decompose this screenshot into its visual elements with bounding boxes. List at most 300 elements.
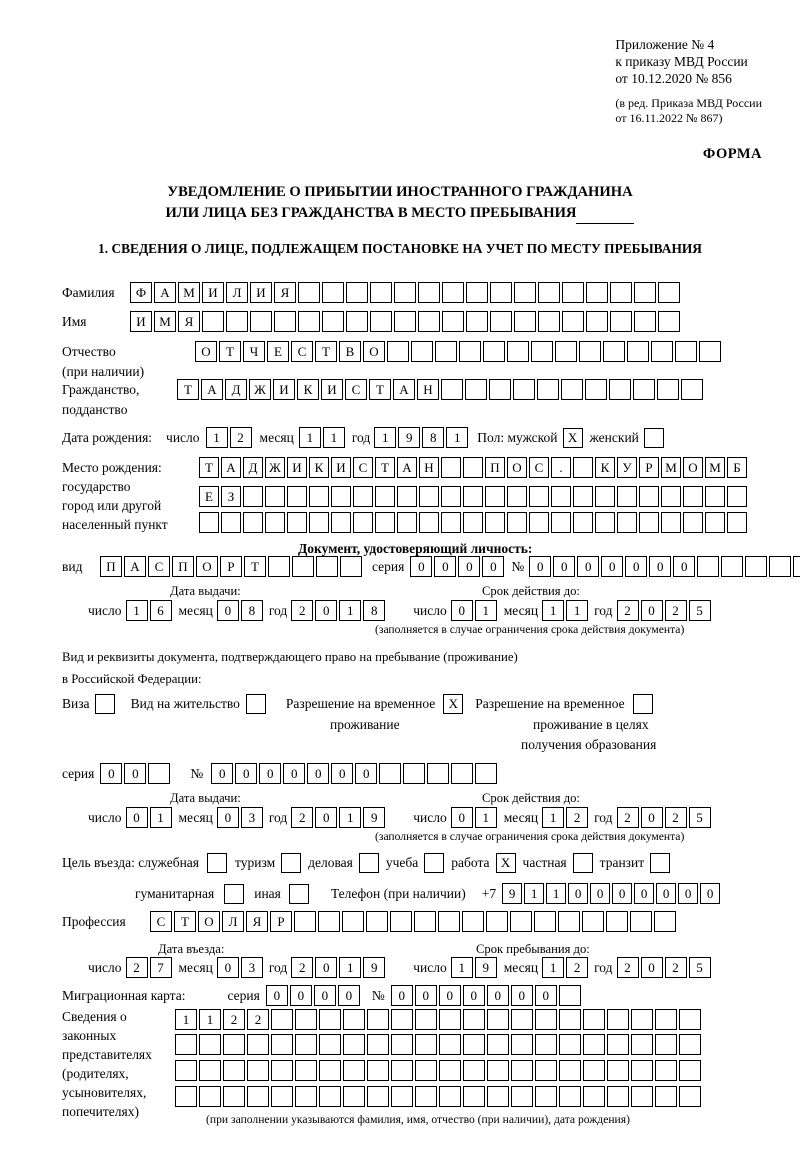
- cell[interactable]: [745, 556, 767, 577]
- cell[interactable]: 5: [689, 957, 711, 978]
- cell[interactable]: [551, 486, 571, 507]
- cell[interactable]: [562, 282, 584, 303]
- cell[interactable]: П: [485, 457, 505, 478]
- purpose-work-checkbox[interactable]: Х: [496, 853, 516, 873]
- cell[interactable]: [287, 512, 307, 533]
- cell[interactable]: [490, 311, 512, 332]
- cell[interactable]: 0: [463, 985, 485, 1006]
- cell[interactable]: С: [529, 457, 549, 478]
- cell[interactable]: [535, 1034, 557, 1055]
- cell[interactable]: [295, 1009, 317, 1030]
- cell[interactable]: 0: [434, 556, 456, 577]
- cell[interactable]: 2: [617, 600, 639, 621]
- cell[interactable]: [607, 1086, 629, 1107]
- cell[interactable]: [346, 282, 368, 303]
- cell[interactable]: [466, 282, 488, 303]
- cell[interactable]: 0: [391, 985, 413, 1006]
- cell[interactable]: [391, 1009, 413, 1030]
- cell[interactable]: [459, 341, 481, 362]
- cell[interactable]: [583, 1060, 605, 1081]
- cell[interactable]: [391, 1034, 413, 1055]
- cell[interactable]: [322, 311, 344, 332]
- cell[interactable]: [537, 379, 559, 400]
- cell[interactable]: 1: [323, 427, 345, 448]
- cell[interactable]: Т: [244, 556, 266, 577]
- purpose-private-checkbox[interactable]: [573, 853, 593, 873]
- surname-input[interactable]: [130, 282, 682, 303]
- cell[interactable]: 0: [283, 763, 305, 784]
- cell[interactable]: [463, 457, 483, 478]
- cell[interactable]: С: [345, 379, 367, 400]
- cell[interactable]: [439, 1009, 461, 1030]
- cell[interactable]: М: [154, 311, 176, 332]
- cell[interactable]: 2: [230, 427, 252, 448]
- cell[interactable]: [675, 341, 697, 362]
- cell[interactable]: С: [150, 911, 172, 932]
- cell[interactable]: [331, 486, 351, 507]
- cell[interactable]: 0: [482, 556, 504, 577]
- cell[interactable]: Я: [178, 311, 200, 332]
- cell[interactable]: [606, 911, 628, 932]
- cell[interactable]: 1: [299, 427, 321, 448]
- cell[interactable]: [394, 282, 416, 303]
- cell[interactable]: 0: [458, 556, 480, 577]
- cell[interactable]: [661, 512, 681, 533]
- cell[interactable]: [295, 1086, 317, 1107]
- cell[interactable]: 2: [617, 957, 639, 978]
- cell[interactable]: [397, 486, 417, 507]
- cell[interactable]: [223, 1060, 245, 1081]
- cell[interactable]: И: [331, 457, 351, 478]
- cell[interactable]: [559, 1060, 581, 1081]
- cell[interactable]: [609, 379, 631, 400]
- cell[interactable]: [655, 1034, 677, 1055]
- cell[interactable]: О: [195, 341, 217, 362]
- cell[interactable]: [679, 1060, 701, 1081]
- permit-number-input[interactable]: [211, 763, 499, 784]
- cell[interactable]: [199, 512, 219, 533]
- cell[interactable]: [366, 911, 388, 932]
- permit-valid-month-input[interactable]: [542, 807, 590, 828]
- cell[interactable]: П: [100, 556, 122, 577]
- cell[interactable]: [319, 1060, 341, 1081]
- cell[interactable]: [298, 311, 320, 332]
- cell[interactable]: 1: [126, 600, 148, 621]
- cell[interactable]: 0: [259, 763, 281, 784]
- cell[interactable]: [631, 1009, 653, 1030]
- cell[interactable]: 1: [339, 600, 361, 621]
- cell[interactable]: 1: [566, 600, 588, 621]
- cell[interactable]: [175, 1086, 197, 1107]
- cell[interactable]: [607, 1009, 629, 1030]
- cell[interactable]: 1: [175, 1009, 197, 1030]
- cell[interactable]: [435, 341, 457, 362]
- cell[interactable]: [271, 1086, 293, 1107]
- cell[interactable]: [342, 911, 364, 932]
- cell[interactable]: [538, 282, 560, 303]
- cell[interactable]: 0: [641, 807, 663, 828]
- cell[interactable]: [271, 1009, 293, 1030]
- cell[interactable]: 0: [487, 985, 509, 1006]
- cell[interactable]: О: [196, 556, 218, 577]
- cell[interactable]: [463, 1034, 485, 1055]
- purpose-tourism-checkbox[interactable]: [281, 853, 301, 873]
- cell[interactable]: 1: [451, 957, 473, 978]
- cell[interactable]: 1: [542, 807, 564, 828]
- cell[interactable]: 1: [475, 600, 497, 621]
- cell[interactable]: Т: [369, 379, 391, 400]
- cell[interactable]: 0: [553, 556, 575, 577]
- cell[interactable]: [595, 486, 615, 507]
- cell[interactable]: 0: [315, 600, 337, 621]
- cell[interactable]: [343, 1086, 365, 1107]
- cell[interactable]: [683, 512, 703, 533]
- cell[interactable]: 1: [542, 957, 564, 978]
- cell[interactable]: [316, 556, 338, 577]
- cell[interactable]: Ч: [243, 341, 265, 362]
- cell[interactable]: А: [124, 556, 146, 577]
- cell[interactable]: [559, 1009, 581, 1030]
- purpose-humanitarian-checkbox[interactable]: [224, 884, 244, 904]
- cell[interactable]: 8: [363, 600, 385, 621]
- cell[interactable]: [390, 911, 412, 932]
- cell[interactable]: [466, 311, 488, 332]
- cell[interactable]: [610, 282, 632, 303]
- permit-series-input[interactable]: [100, 763, 172, 784]
- cell[interactable]: [487, 1060, 509, 1081]
- cell[interactable]: 0: [656, 883, 676, 904]
- cell[interactable]: 2: [566, 807, 588, 828]
- cell[interactable]: [441, 379, 463, 400]
- cell[interactable]: 0: [126, 807, 148, 828]
- cell[interactable]: [387, 341, 409, 362]
- cell[interactable]: [562, 311, 584, 332]
- cell[interactable]: [654, 911, 676, 932]
- cell[interactable]: [319, 1009, 341, 1030]
- cell[interactable]: [199, 1086, 221, 1107]
- cell[interactable]: [769, 556, 791, 577]
- sex-female-checkbox[interactable]: [644, 428, 664, 448]
- cell[interactable]: [340, 556, 362, 577]
- cell[interactable]: С: [148, 556, 170, 577]
- cell[interactable]: 0: [678, 883, 698, 904]
- cell[interactable]: 0: [612, 883, 632, 904]
- cell[interactable]: 0: [590, 883, 610, 904]
- cell[interactable]: [226, 311, 248, 332]
- cell[interactable]: [391, 1060, 413, 1081]
- cell[interactable]: [727, 512, 747, 533]
- cell[interactable]: [265, 486, 285, 507]
- cell[interactable]: [439, 1060, 461, 1081]
- cell[interactable]: [639, 512, 659, 533]
- cell[interactable]: 9: [363, 957, 385, 978]
- cell[interactable]: Б: [727, 457, 747, 478]
- cell[interactable]: [375, 486, 395, 507]
- cell[interactable]: 0: [415, 985, 437, 1006]
- cell[interactable]: О: [363, 341, 385, 362]
- cell[interactable]: А: [393, 379, 415, 400]
- cell[interactable]: 8: [241, 600, 263, 621]
- cell[interactable]: [223, 1086, 245, 1107]
- permit-issue-day-input[interactable]: [126, 807, 174, 828]
- cell[interactable]: [367, 1060, 389, 1081]
- cell[interactable]: [247, 1086, 269, 1107]
- cell[interactable]: 0: [577, 556, 599, 577]
- cell[interactable]: [148, 763, 170, 784]
- idoc-kind-input[interactable]: [100, 556, 364, 577]
- cell[interactable]: [243, 512, 263, 533]
- legal-rep-input-3[interactable]: [175, 1060, 703, 1081]
- cell[interactable]: 0: [331, 763, 353, 784]
- cell[interactable]: [274, 311, 296, 332]
- purpose-transit-checkbox[interactable]: [650, 853, 670, 873]
- cell[interactable]: П: [172, 556, 194, 577]
- cell[interactable]: 5: [689, 600, 711, 621]
- cell[interactable]: 0: [568, 883, 588, 904]
- cell[interactable]: [175, 1060, 197, 1081]
- cell[interactable]: [489, 379, 511, 400]
- cell[interactable]: 2: [126, 957, 148, 978]
- cell[interactable]: [559, 1034, 581, 1055]
- cell[interactable]: 0: [290, 985, 312, 1006]
- permit-valid-year-input[interactable]: [617, 807, 713, 828]
- entry-day-input[interactable]: [126, 957, 174, 978]
- cell[interactable]: [265, 512, 285, 533]
- cell[interactable]: 2: [665, 957, 687, 978]
- cell[interactable]: 7: [150, 957, 172, 978]
- cell[interactable]: 0: [439, 985, 461, 1006]
- cell[interactable]: Е: [267, 341, 289, 362]
- cell[interactable]: 0: [338, 985, 360, 1006]
- cell[interactable]: [531, 341, 553, 362]
- cell[interactable]: [655, 1060, 677, 1081]
- cell[interactable]: [485, 486, 505, 507]
- cell[interactable]: [658, 311, 680, 332]
- cell[interactable]: [411, 341, 433, 362]
- cell[interactable]: Я: [274, 282, 296, 303]
- idoc-issue-month-input[interactable]: [217, 600, 265, 621]
- cell[interactable]: [595, 512, 615, 533]
- cell[interactable]: 1: [339, 807, 361, 828]
- cell[interactable]: 0: [601, 556, 623, 577]
- cell[interactable]: [441, 512, 461, 533]
- cell[interactable]: А: [397, 457, 417, 478]
- cell[interactable]: [630, 911, 652, 932]
- cell[interactable]: [705, 512, 725, 533]
- cell[interactable]: [295, 1060, 317, 1081]
- cell[interactable]: 2: [247, 1009, 269, 1030]
- cell[interactable]: [510, 911, 532, 932]
- cell[interactable]: [292, 556, 314, 577]
- cell[interactable]: [439, 1086, 461, 1107]
- idoc-valid-day-input[interactable]: [451, 600, 499, 621]
- cell[interactable]: [655, 1086, 677, 1107]
- cell[interactable]: [655, 1009, 677, 1030]
- purpose-study-checkbox[interactable]: [424, 853, 444, 873]
- cell[interactable]: С: [291, 341, 313, 362]
- cell[interactable]: [199, 1034, 221, 1055]
- cell[interactable]: 1: [374, 427, 396, 448]
- patronymic-input[interactable]: [195, 341, 723, 362]
- citizenship-input[interactable]: [177, 379, 705, 400]
- cell[interactable]: [631, 1086, 653, 1107]
- cell[interactable]: Т: [219, 341, 241, 362]
- cell[interactable]: [483, 341, 505, 362]
- cell[interactable]: 0: [410, 556, 432, 577]
- cell[interactable]: [583, 1034, 605, 1055]
- cell[interactable]: 0: [641, 957, 663, 978]
- cell[interactable]: 9: [475, 957, 497, 978]
- cell[interactable]: [651, 341, 673, 362]
- idoc-issue-day-input[interactable]: [126, 600, 174, 621]
- cell[interactable]: Т: [199, 457, 219, 478]
- birth-day-input[interactable]: [206, 427, 254, 448]
- cell[interactable]: [415, 1034, 437, 1055]
- cell[interactable]: [415, 1086, 437, 1107]
- phone-input[interactable]: [502, 883, 722, 904]
- cell[interactable]: [346, 311, 368, 332]
- cell[interactable]: [438, 911, 460, 932]
- migration-series-input[interactable]: [266, 985, 362, 1006]
- cell[interactable]: 0: [451, 600, 473, 621]
- cell[interactable]: 2: [566, 957, 588, 978]
- sex-male-checkbox[interactable]: Х: [563, 428, 583, 448]
- cell[interactable]: [451, 763, 473, 784]
- cell[interactable]: 8: [422, 427, 444, 448]
- permit-issue-year-input[interactable]: [291, 807, 387, 828]
- cell[interactable]: Р: [220, 556, 242, 577]
- cell[interactable]: 0: [451, 807, 473, 828]
- cell[interactable]: С: [353, 457, 373, 478]
- cell[interactable]: Л: [226, 282, 248, 303]
- cell[interactable]: М: [705, 457, 725, 478]
- cell[interactable]: Р: [270, 911, 292, 932]
- cell[interactable]: [681, 379, 703, 400]
- cell[interactable]: Ж: [265, 457, 285, 478]
- stay-year-input[interactable]: [617, 957, 713, 978]
- cell[interactable]: [370, 282, 392, 303]
- cell[interactable]: 0: [529, 556, 551, 577]
- name-input[interactable]: [130, 311, 682, 332]
- cell[interactable]: [199, 1060, 221, 1081]
- cell[interactable]: [367, 1034, 389, 1055]
- cell[interactable]: 3: [241, 957, 263, 978]
- legal-rep-input-4[interactable]: [175, 1086, 703, 1107]
- cell[interactable]: [727, 486, 747, 507]
- cell[interactable]: [397, 512, 417, 533]
- cell[interactable]: [353, 486, 373, 507]
- idoc-issue-year-input[interactable]: [291, 600, 387, 621]
- cell[interactable]: М: [661, 457, 681, 478]
- cell[interactable]: [250, 311, 272, 332]
- cell[interactable]: [353, 512, 373, 533]
- cell[interactable]: Н: [417, 379, 439, 400]
- cell[interactable]: [463, 486, 483, 507]
- cell[interactable]: 2: [665, 600, 687, 621]
- cell[interactable]: [661, 486, 681, 507]
- cell[interactable]: .: [551, 457, 571, 478]
- cell[interactable]: [658, 282, 680, 303]
- cell[interactable]: 6: [150, 600, 172, 621]
- cell[interactable]: 1: [206, 427, 228, 448]
- idoc-number-input[interactable]: [529, 556, 800, 577]
- cell[interactable]: [418, 311, 440, 332]
- cell[interactable]: [586, 282, 608, 303]
- cell[interactable]: 0: [211, 763, 233, 784]
- cell[interactable]: [511, 1060, 533, 1081]
- cell[interactable]: [603, 341, 625, 362]
- cell[interactable]: [507, 486, 527, 507]
- cell[interactable]: 1: [339, 957, 361, 978]
- migration-number-input[interactable]: [391, 985, 583, 1006]
- cell[interactable]: [617, 512, 637, 533]
- cell[interactable]: [298, 282, 320, 303]
- cell[interactable]: [370, 311, 392, 332]
- cell[interactable]: [221, 512, 241, 533]
- cell[interactable]: [309, 512, 329, 533]
- cell[interactable]: [529, 512, 549, 533]
- stay-day-input[interactable]: [451, 957, 499, 978]
- cell[interactable]: 1: [475, 807, 497, 828]
- cell[interactable]: [175, 1034, 197, 1055]
- cell[interactable]: З: [221, 486, 241, 507]
- cell[interactable]: [679, 1009, 701, 1030]
- birth-month-input[interactable]: [299, 427, 347, 448]
- cell[interactable]: [441, 457, 461, 478]
- cell[interactable]: 2: [665, 807, 687, 828]
- cell[interactable]: [535, 1009, 557, 1030]
- cell[interactable]: [223, 1034, 245, 1055]
- cell[interactable]: [558, 911, 580, 932]
- cell[interactable]: [631, 1034, 653, 1055]
- cell[interactable]: 0: [700, 883, 720, 904]
- cell[interactable]: [699, 341, 721, 362]
- edu-residence-checkbox[interactable]: [633, 694, 653, 714]
- cell[interactable]: [679, 1086, 701, 1107]
- cell[interactable]: [705, 486, 725, 507]
- cell[interactable]: Т: [375, 457, 395, 478]
- cell[interactable]: 3: [241, 807, 263, 828]
- cell[interactable]: 0: [641, 600, 663, 621]
- cell[interactable]: 0: [217, 807, 239, 828]
- purpose-business-checkbox[interactable]: [359, 853, 379, 873]
- cell[interactable]: [414, 911, 436, 932]
- cell[interactable]: 0: [649, 556, 671, 577]
- cell[interactable]: [607, 1034, 629, 1055]
- cell[interactable]: 1: [524, 883, 544, 904]
- cell[interactable]: 0: [235, 763, 257, 784]
- cell[interactable]: Т: [174, 911, 196, 932]
- cell[interactable]: Я: [246, 911, 268, 932]
- cell[interactable]: 2: [223, 1009, 245, 1030]
- entry-year-input[interactable]: [291, 957, 387, 978]
- entry-month-input[interactable]: [217, 957, 265, 978]
- cell[interactable]: [439, 1034, 461, 1055]
- cell[interactable]: И: [202, 282, 224, 303]
- cell[interactable]: [561, 379, 583, 400]
- cell[interactable]: К: [309, 457, 329, 478]
- residence-permit-checkbox[interactable]: [246, 694, 266, 714]
- cell[interactable]: Р: [639, 457, 659, 478]
- cell[interactable]: [294, 911, 316, 932]
- cell[interactable]: [319, 1034, 341, 1055]
- cell[interactable]: 0: [314, 985, 336, 1006]
- cell[interactable]: [534, 911, 556, 932]
- cell[interactable]: [582, 911, 604, 932]
- cell[interactable]: Т: [315, 341, 337, 362]
- cell[interactable]: [391, 1086, 413, 1107]
- cell[interactable]: Л: [222, 911, 244, 932]
